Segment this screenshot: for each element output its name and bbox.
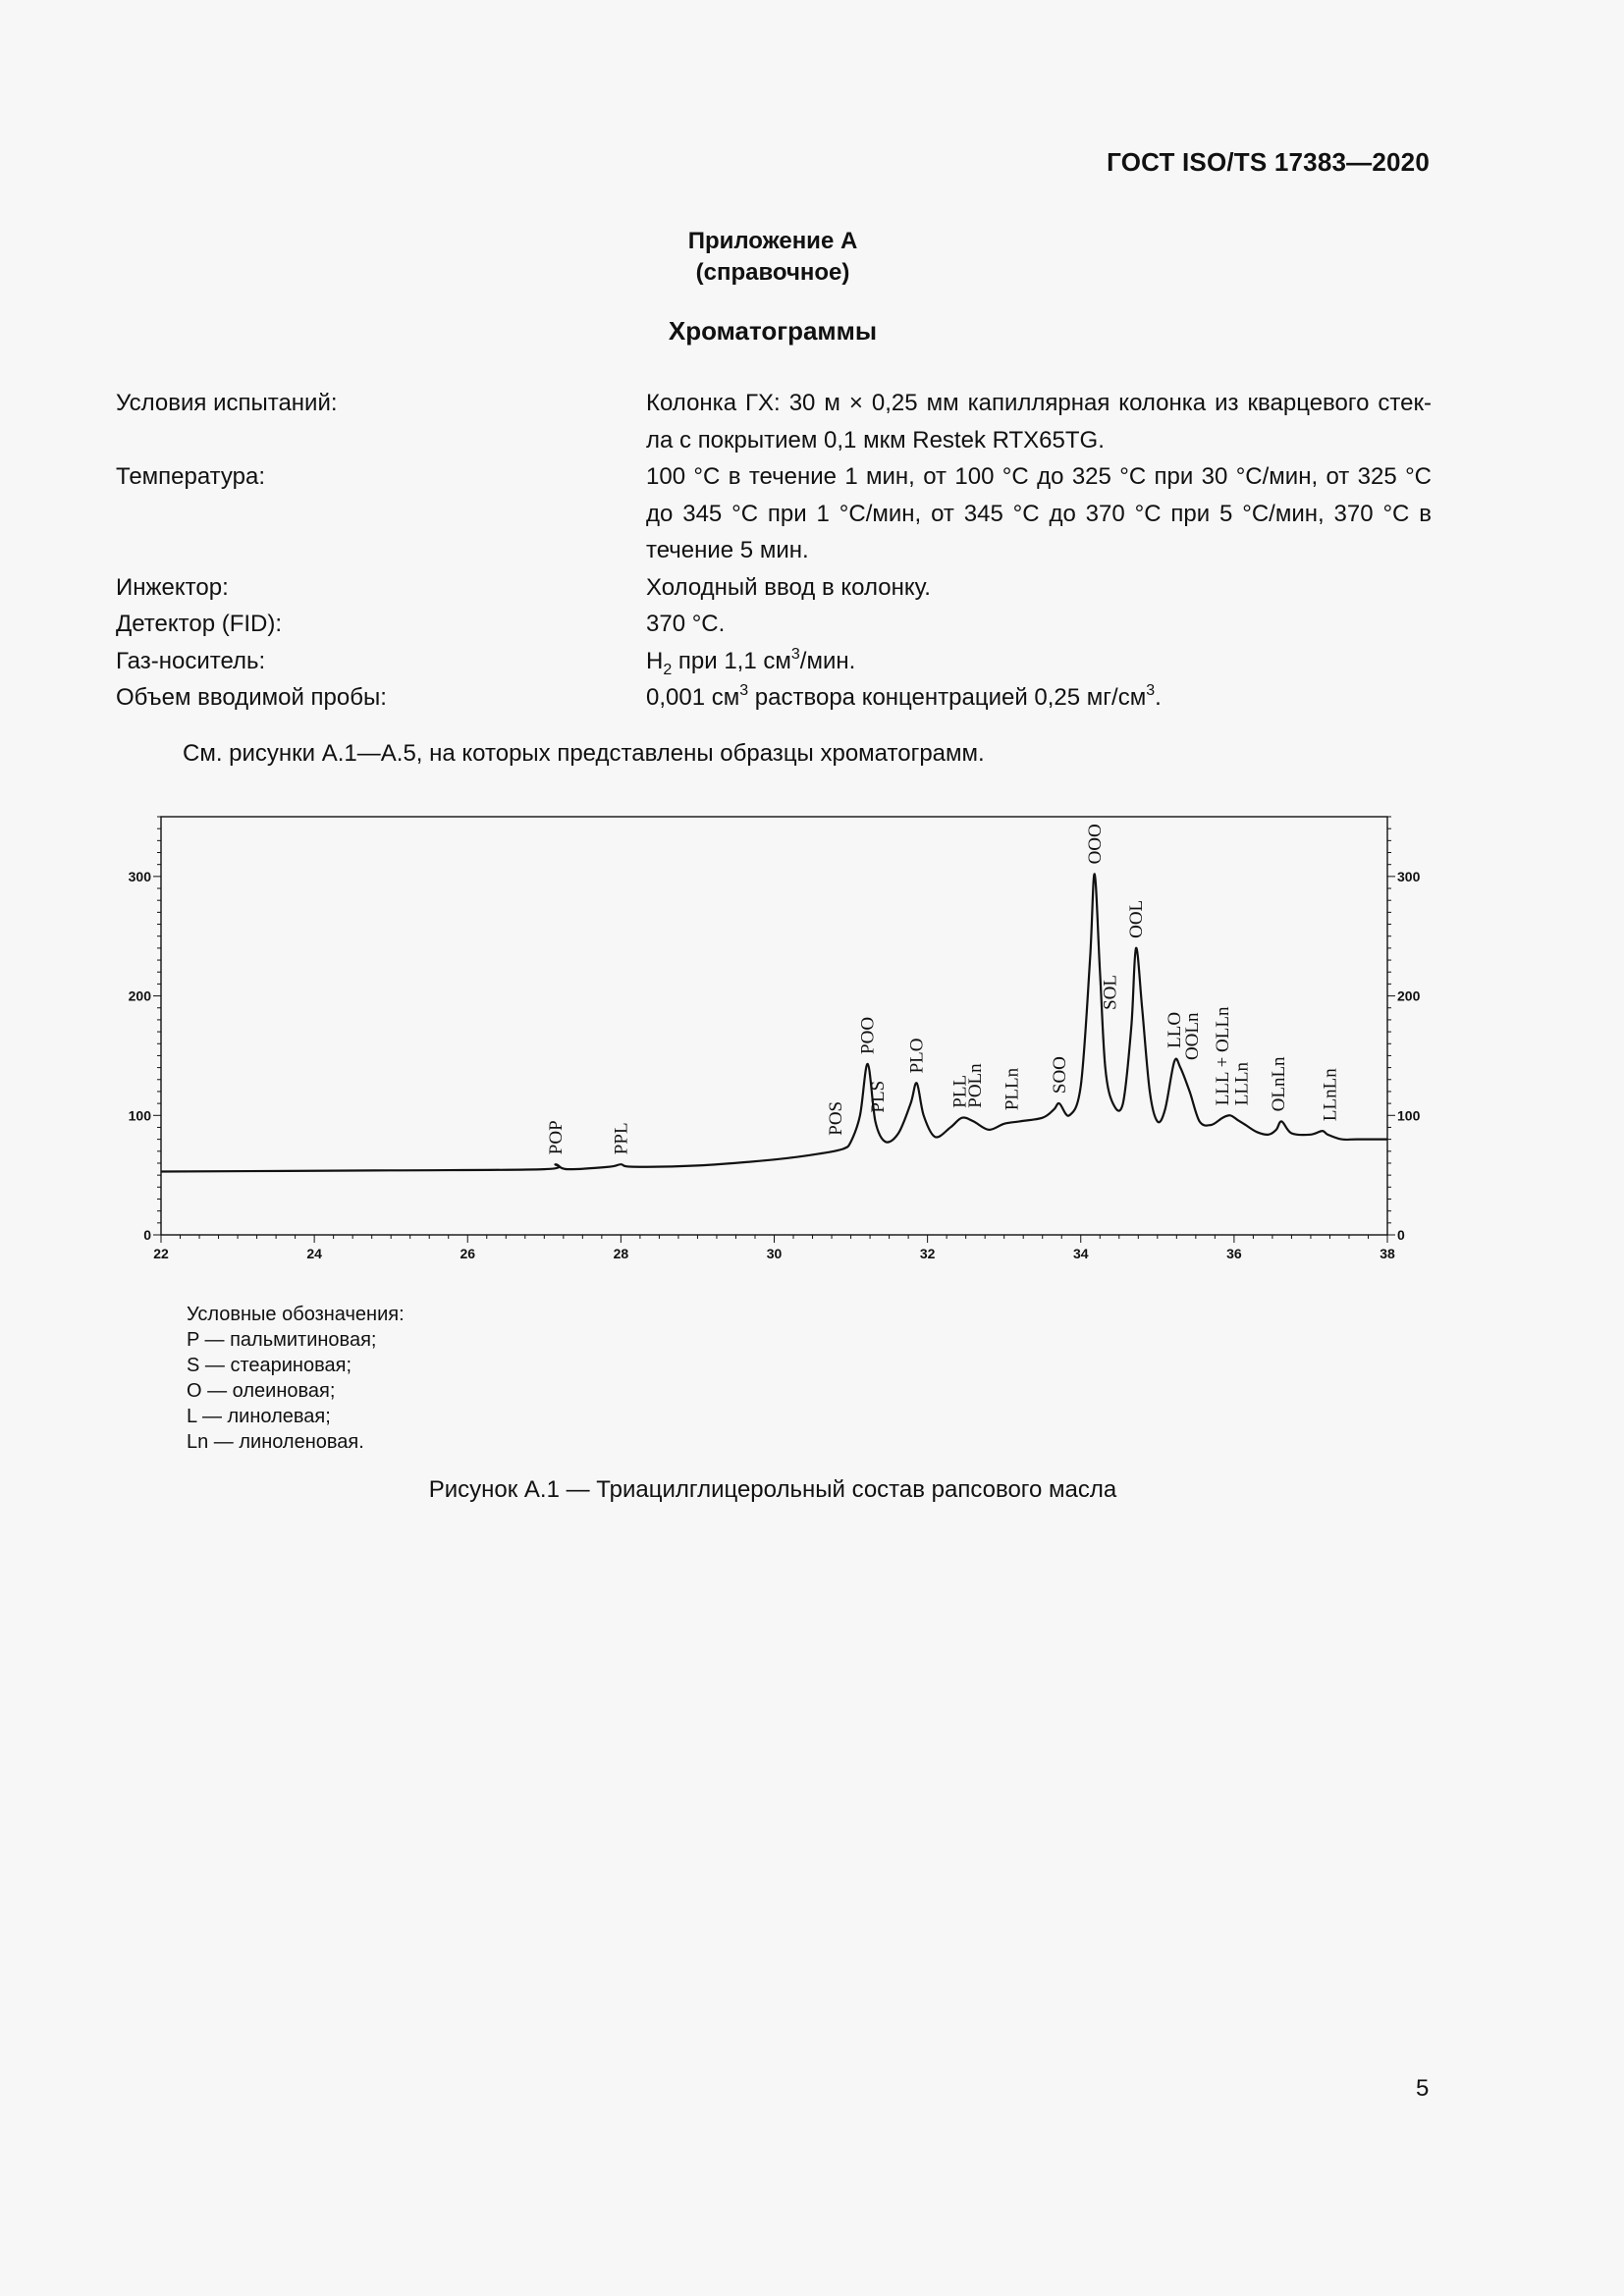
peak-label: POP (546, 1120, 568, 1155)
condition-value: 370 °C. (646, 611, 726, 637)
peak-label: SOL (1100, 975, 1121, 1010)
peak-label: PPL (611, 1122, 632, 1155)
peak-label: LLLn (1231, 1061, 1253, 1106)
peak-label: SOO (1049, 1056, 1070, 1095)
test-conditions (116, 385, 1432, 717)
standard-designation: ГОСТ ISO/TS 17383—2020 (1107, 147, 1430, 177)
annex-title: Приложение А (687, 228, 858, 254)
x-tick-label: 30 (766, 1246, 783, 1261)
peak-label: POLn (965, 1063, 987, 1108)
peak-label: OOLn (1181, 1012, 1203, 1061)
x-tick-label: 36 (1226, 1246, 1242, 1261)
peak-label: OOL (1125, 899, 1147, 938)
peak-label: OOO (1084, 824, 1106, 865)
x-tick-label: 22 (153, 1246, 169, 1261)
y-tick-label-right: 300 (1397, 868, 1421, 884)
y-tick-label-left: 0 (143, 1227, 151, 1243)
condition-value: Колонка ГХ: 30 м × 0,25 мм капиллярная колонка из кварцевого стек-ла с покрытием 0,1 мкм Restek RTX65TG. (646, 390, 1432, 454)
page-number: 5 (1416, 2075, 1430, 2102)
section-title: Хроматограммы (668, 316, 878, 346)
chromatogram-chart (108, 805, 1424, 1266)
x-tick-label: 24 (306, 1246, 322, 1261)
x-tick-label: 34 (1072, 1246, 1089, 1261)
peak-label: PLS (867, 1080, 889, 1113)
condition-label: Температура: (116, 463, 266, 490)
condition-row (116, 606, 1432, 643)
condition-row (116, 643, 1432, 680)
condition-label: Инжектор: (116, 573, 229, 601)
legend-title: Условные обозначения: (187, 1304, 405, 1325)
peak-label: PLO (906, 1038, 928, 1074)
peak-label: POS (825, 1100, 846, 1136)
peak-label: OLnLn (1269, 1056, 1290, 1112)
annex-heading (0, 226, 1545, 289)
condition-value: 100 °C в течение 1 мин, от 100 °C до 325 °C при 30 °C/мин, от 325 °C до 345 °C при 1 °C/мин, от 345 °C до 370 °C при 5 °C/мин, 370 °C в течение 5 мин. (646, 463, 1432, 563)
x-tick-label: 28 (613, 1246, 629, 1261)
y-tick-label-right: 200 (1397, 988, 1421, 1004)
y-tick-label-left: 300 (128, 868, 151, 884)
peak-label: LLO (1164, 1011, 1185, 1048)
condition-row (116, 458, 1432, 569)
chromatogram-trace (161, 874, 1387, 1171)
peak-label: LLL + OLLn (1213, 1006, 1234, 1106)
condition-value: Холодный ввод в колонку. (646, 573, 931, 601)
y-tick-label-right: 0 (1397, 1227, 1405, 1243)
intro-paragraph: См. рисунки А.1—А.5, на которых представлены образцы хроматограмм. (183, 740, 985, 767)
peak-label: PLLn (1001, 1067, 1023, 1111)
y-tick-label-left: 100 (128, 1107, 151, 1124)
legend (187, 1302, 405, 1455)
peak-label: PLL (949, 1074, 971, 1108)
y-tick-label-left: 200 (128, 988, 151, 1004)
peak-label: LLnLn (1320, 1068, 1341, 1122)
legend-item: O — олеиновая; (187, 1380, 336, 1402)
condition-label: Условия испытаний: (116, 390, 338, 416)
plot-frame (161, 817, 1387, 1235)
x-tick-label: 38 (1380, 1246, 1395, 1261)
condition-label: Детектор (FID): (116, 611, 283, 637)
y-tick-label-right: 100 (1397, 1107, 1421, 1124)
peak-label: POO (857, 1016, 879, 1054)
x-tick-label: 32 (919, 1246, 936, 1261)
figure-caption: Рисунок А.1 — Триацилглицерольный состав рапсового масла (428, 1476, 1117, 1503)
annex-type: (справочное) (695, 259, 850, 286)
condition-value: $H_2$ при 1,1 $см^3$/мин. (646, 645, 856, 678)
x-tick-label: 26 (460, 1246, 476, 1261)
condition-value: 0,001 $см^3$ раствора концентрацией 0,25 $мг/см^3$. (646, 682, 1162, 711)
condition-row (116, 569, 1432, 607)
legend-item: L — линолевая; (187, 1406, 331, 1427)
condition-label: Объем вводимой пробы: (116, 684, 387, 711)
condition-row (116, 385, 1432, 458)
condition-label: Газ-носитель: (116, 647, 266, 674)
condition-row (116, 679, 1432, 717)
legend-item: Ln — линоленовая. (187, 1431, 364, 1453)
legend-item: S — стеариновая; (187, 1355, 352, 1376)
legend-item: P — пальмитиновая; (187, 1329, 377, 1351)
